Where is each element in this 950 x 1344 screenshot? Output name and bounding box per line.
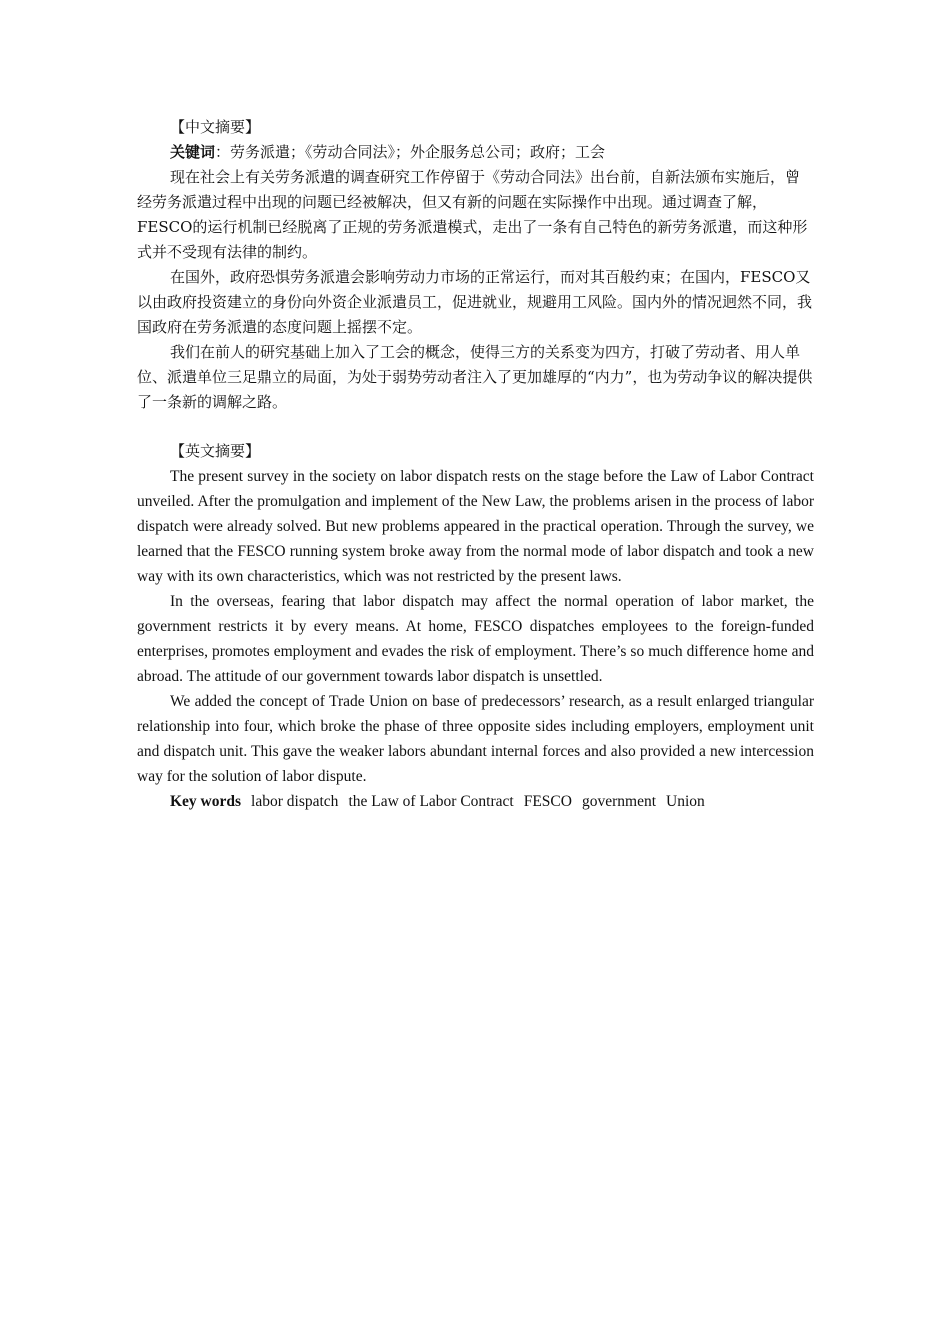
chinese-keywords: [137, 140, 814, 165]
english-keyword: FESCO: [523, 793, 572, 810]
chinese-abstract-heading: 【中文摘要】: [170, 118, 261, 136]
chinese-paragraph-1: 现在社会上有关劳务派遣的调查研究工作停留于《劳动合同法》出台前，自新法颁布实施后，曾经劳务派遣过程中出现的问题已经被解决，但又有新的问题在实际操作中出现。通过调查了解，FESCO的运行机制已经脱离了正规的劳务派遣模式，走出了一条有自己特色的新劳务派遣，而这种形式并不受现有法律的制约。: [137, 168, 808, 261]
chinese-abstract: [137, 115, 814, 415]
english-paragraph-3: We added the concept of Trade Union on base of predecessors’ research, as a result enlarged triangular relationship into four, which broke the phase of three opposite sides including employers, employment unit and dispatch unit. This gave the weaker labors abundant internal forces and also provided a new intercession way for the solution of labor dispute.: [137, 693, 818, 785]
english-abstract: [137, 439, 818, 814]
english-paragraph-2: In the overseas, fearing that labor dispatch may affect the normal operation of labor market, the government restricts it by every means. At home, FESCO dispatches employees to the foreign-funded enterprises, promotes employment and evades the risk of employment. There’s so much difference home and abroad. The attitude of our government towards labor dispatch is unsettled.: [137, 593, 818, 685]
chinese-keywords-colon: ：: [215, 143, 231, 161]
chinese-paragraph-3: 我们在前人的研究基础上加入了工会的概念，使得三方的关系变为四方，打破了劳动者、用人单位、派遣单位三足鼎立的局面，为处于弱势劳动者注入了更加雄厚的“内力”，也为劳动争议的解决提供了一条新的调解之路。: [137, 343, 813, 411]
english-keyword: Union: [666, 793, 705, 810]
english-paragraph-1: The present survey in the society on labor dispatch rests on the stage before the Law of Labor Contract unveiled. After the promulgation and implement of the New Law, the problems arisen in the process of labor dispatch were already solved. But new problems appeared in the practical operation. Through the survey, we learned that the FESCO running system broke away from the normal mode of labor dispatch and took a new way with its own characteristics, which was not restricted by the present laws.: [137, 468, 818, 585]
english-abstract-heading: 【英文摘要】: [170, 442, 261, 460]
english-keyword: labor dispatch: [251, 793, 339, 810]
english-keyword: government: [581, 793, 657, 810]
chinese-paragraph-2: 在国外，政府恐惧劳务派遣会影响劳动力市场的正常运行，而对其百般约束；在国内，FESCO又以由政府投资建立的身份向外资企业派遣员工，促进就业，规避用工风险。国内外的情况迥然不同，我国政府在劳务派遣的态度问题上摇摆不定。: [137, 268, 813, 336]
english-keywords: [137, 789, 814, 814]
english-keywords-label: Key words: [170, 793, 242, 810]
chinese-keywords-label: 关键词: [170, 143, 216, 161]
chinese-keywords-text: 劳务派遣；《劳动合同法》；外企服务总公司；政府；工会: [230, 143, 606, 161]
english-keyword: the Law of Labor Contract: [348, 793, 514, 810]
